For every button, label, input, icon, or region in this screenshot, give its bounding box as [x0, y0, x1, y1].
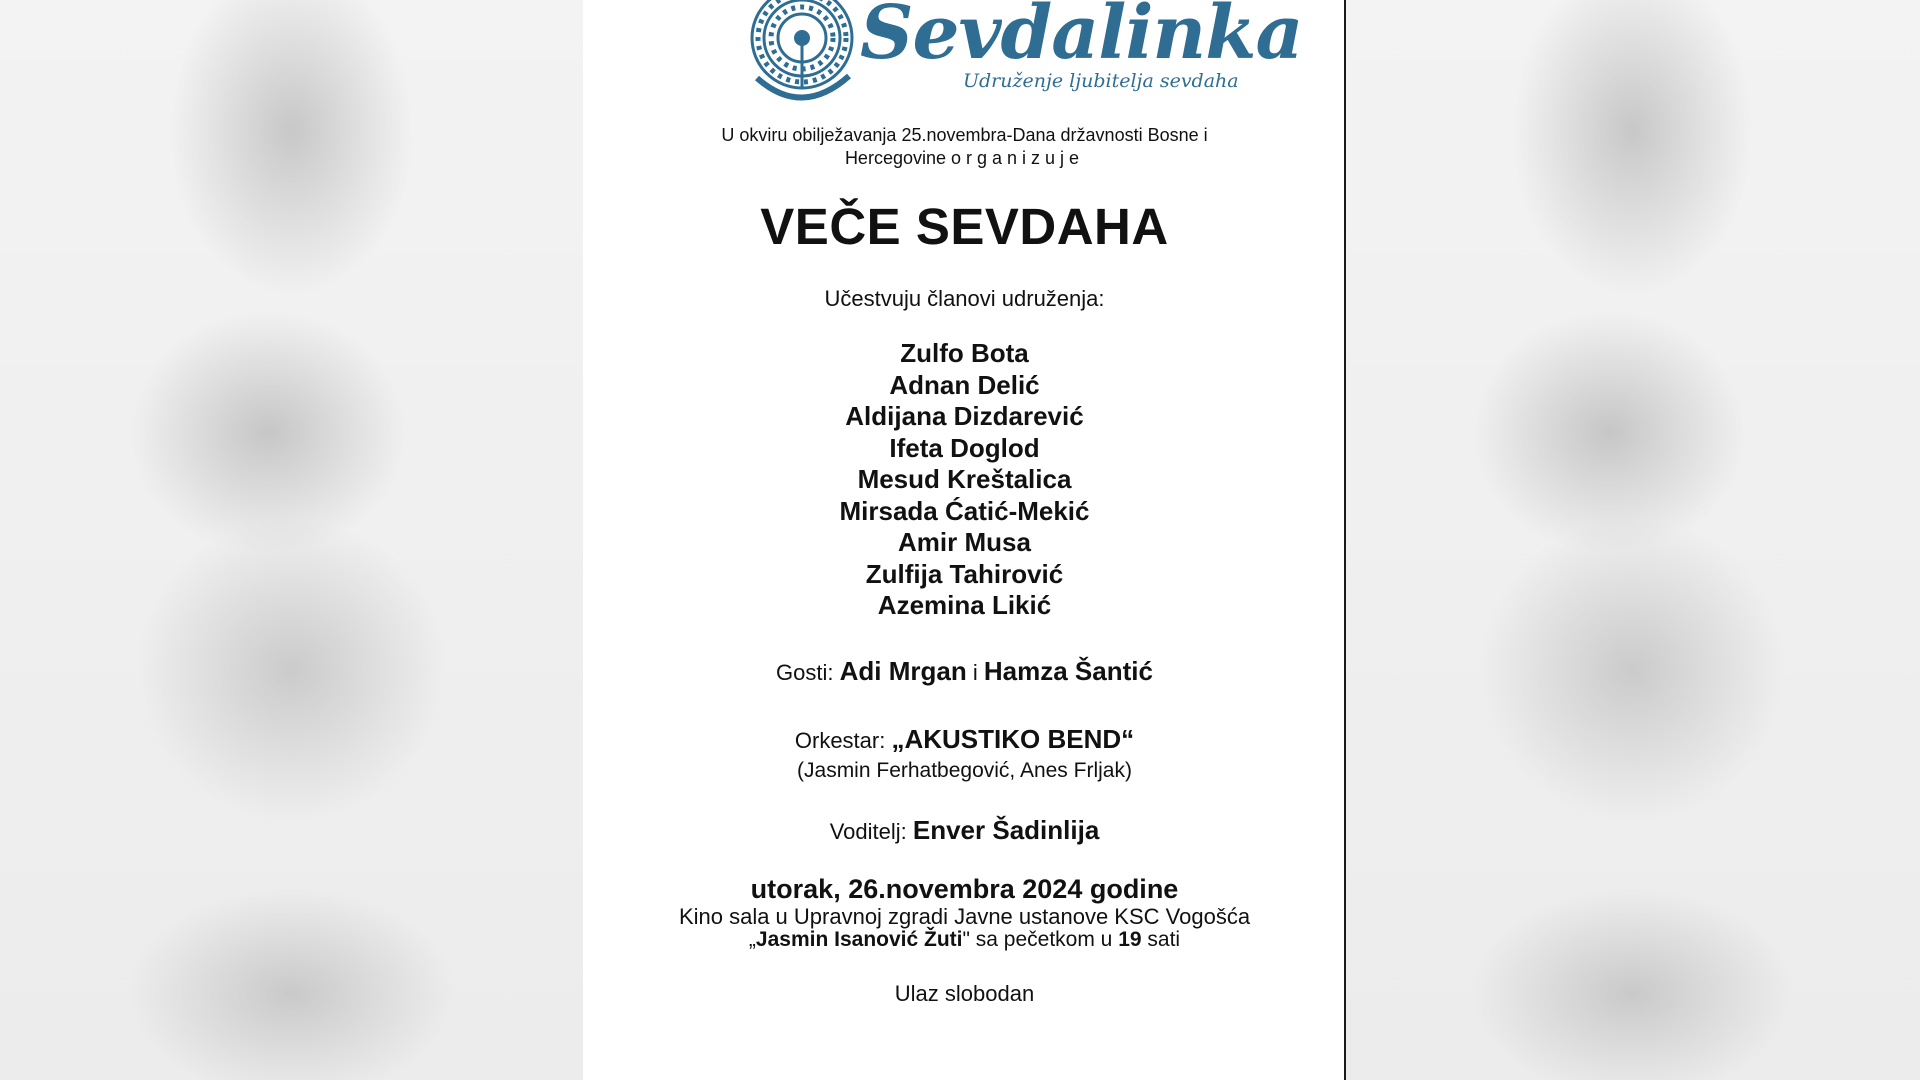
orchestra-label: Orkestar:	[794, 728, 892, 753]
host-name: Enver Šadinlija	[912, 815, 1100, 845]
event-time: 19	[1118, 928, 1142, 951]
members-label: Učestvuju članovi udruženja:	[824, 286, 1105, 311]
venue-line-1: Kino sala u Upravnoj zgradi Javne ustanove KSC Vogošća	[678, 904, 1251, 929]
venue-line-2	[583, 928, 1346, 952]
page-title: VEČE SEVDAHA	[760, 198, 1169, 255]
event-poster	[583, 0, 1346, 1080]
list-item: Mesud Kreštalica	[857, 464, 1072, 494]
list-item: Azemina Likić	[877, 590, 1052, 620]
blurred-background-right	[1345, 0, 1920, 1080]
orchestra-name: AKUSTIKO BEND	[904, 724, 1122, 754]
logo-title: Sevdalinka	[860, 0, 1303, 76]
time-after: sati	[1141, 928, 1181, 951]
venue-after: " sa pečetkom u	[962, 928, 1119, 951]
venue-quote-open: „	[748, 928, 756, 951]
guest-name: Adi Mrgan	[839, 656, 967, 686]
orchestra-open-quote: „	[891, 724, 905, 754]
guests-joiner: i	[966, 660, 984, 685]
orchestra-members: (Jasmin Ferhatbegović, Anes Frljak)	[797, 759, 1132, 782]
orchestra-close-quote: “	[1121, 724, 1135, 754]
members-list	[583, 338, 1346, 622]
intro-line-2	[583, 147, 1346, 170]
intro-line-1: U okviru obilježavanja 25.novembra-Dana državnosti Bosne i	[721, 125, 1208, 145]
guests-label: Gosti:	[776, 660, 840, 685]
host-label: Voditelj:	[829, 819, 913, 844]
intro-line-2-prefix: Hercegovine	[844, 148, 951, 168]
list-item: Zulfo Bota	[900, 338, 1029, 368]
intro-text	[583, 124, 1346, 170]
list-item: Aldijana Dizdarević	[845, 401, 1084, 431]
host-line	[583, 815, 1346, 846]
guests-line	[583, 656, 1346, 687]
event-date: utorak, 26.novembra 2024 godine	[750, 874, 1179, 904]
entry-note: Ulaz slobodan	[894, 981, 1035, 1006]
sevdalinka-logo	[583, 0, 1346, 120]
blurred-background-left	[0, 0, 583, 1080]
logo-subtitle: Udruženje ljubitelja sevdaha	[963, 70, 1239, 92]
list-item: Mirsada Ćatić-Mekić	[839, 495, 1090, 526]
ornament-rosette-icon	[737, 0, 867, 118]
orchestra-line	[583, 724, 1346, 755]
intro-organizes: organizuje	[951, 148, 1085, 168]
venue-name: Jasmin Isanović Žuti	[755, 928, 963, 951]
list-item: Ifeta Doglod	[889, 432, 1040, 463]
list-item: Amir Musa	[898, 527, 1031, 557]
list-item: Adnan Delić	[889, 369, 1040, 400]
list-item: Zulfija Tahirović	[865, 558, 1064, 589]
guest-name: Hamza Šantić	[983, 656, 1153, 686]
